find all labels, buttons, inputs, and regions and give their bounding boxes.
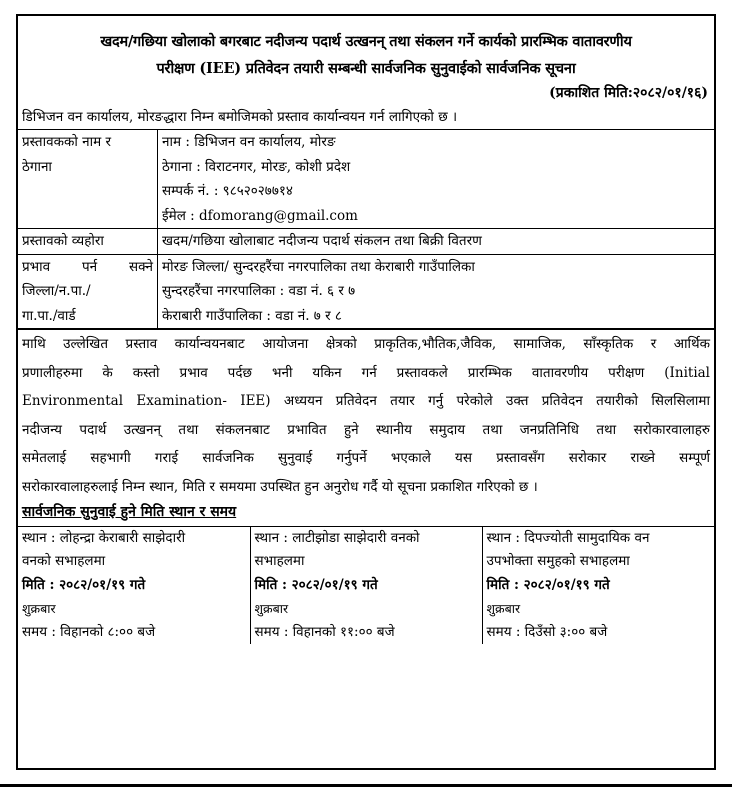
hearing-heading: सार्वजनिक सुनुवाई हुने मिति स्थान र समय — [22, 503, 237, 520]
venue-date: मिति : २०८२/०१/१९ गते — [486, 576, 610, 593]
published-date: (प्रकाशित मिति:२०८२/०१/१६) — [549, 85, 708, 101]
proposer-label: प्रस्तावकको नाम र ठेगाना — [18, 130, 158, 229]
venue-date: मिति : २०८२/०१/१९ गते — [254, 576, 378, 593]
public-notice — [16, 14, 716, 770]
email-text: ईमेल : dfomorang@gmail.com — [162, 207, 358, 224]
hearing-venues-table — [18, 526, 714, 645]
proposal-subject-label: प्रस्तावको व्यहोरा — [18, 229, 158, 255]
table-row — [18, 254, 714, 329]
table-row — [18, 526, 714, 644]
venue-day: शुक्रबार — [254, 601, 289, 617]
bottom-divider — [0, 784, 732, 787]
venue-day: शुक्रबार — [22, 601, 56, 617]
table-row — [18, 130, 714, 229]
notice-title — [18, 16, 714, 82]
venue-cell-2: स्थान : लाटीझोडा साझेदारी वनको सभाहलमा मिति : २०८२/०१/१९ गते शुक्रबार समय : विहानको ११:०० बजे — [250, 526, 482, 644]
venue-cell-3: स्थान : दिपज्योती सामुदायिक वन उपभोक्ता समुहको सभाहलमा मिति : २०८२/०१/१९ गते शुक्रबार समय : दिउँसो ३:०० बजे — [482, 526, 714, 644]
venue-time: समय : विहानको ८:०० बजे — [22, 623, 156, 640]
venue-time: समय : दिउँसो ३:०० बजे — [486, 623, 608, 640]
venue-day: शुक्रबार — [486, 601, 521, 617]
table-row — [18, 229, 714, 255]
title-line-1: खदम/गछिया खोलाको बगरबाट नदीजन्य पदार्थ उत्खनन् तथा संकलन गर्ने कार्यको प्रारम्भिक वातावरणीय — [100, 33, 632, 50]
proposal-subject-value: खदम/गछिया खोलाबाट नदीजन्य पदार्थ संकलन तथा बिक्री वितरण — [158, 229, 715, 255]
venue-time: समय : विहानको ११:०० बजे — [254, 623, 395, 640]
affected-area-value: मोरङ जिल्ला/ सुन्दरहरैंचा नगरपालिका तथा केराबारी गाउँपालिका सुन्दरहरैंचा नगरपालिका : वडा नं. ६ र ७ केराबारी गाउँपालिका : वडा नं. ७ र ८ — [158, 254, 715, 329]
intro-text: डिभिजन वन कार्यालय, मोरङद्धारा निम्न बमोजिमको प्रस्ताव कार्यान्वयन गर्न लागिएको छ । — [22, 109, 458, 125]
venue-cell-1: स्थान : लोहन्द्रा केराबारी साझेदारी वनको सभाहलमा मिति : २०८२/०१/१९ गते शुक्रबार समय : विहानको ८:०० बजे — [18, 526, 250, 644]
title-line-2: परीक्षण (IEE) प्रतिवेदन तयारी सम्बन्धी सार्वजनिक सुनुवाईको सार्वजनिक सूचना — [156, 60, 576, 77]
proposal-info-table — [18, 129, 714, 329]
affected-area-label: प्रभाव पर्न सक्ने जिल्ला/न.पा./ गा.पा./वार्ड — [18, 254, 158, 329]
proposer-value: नाम : डिभिजन वन कार्यालय, मोरङ ठेगाना : विराटनगर, मोरङ, कोशी प्रदेश सम्पर्क नं. : ९८५२०२७७१४ ईमेल : dfomorang@gmail.com — [158, 130, 715, 229]
venue-date: मिति : २०८२/०१/१९ गते — [22, 576, 146, 593]
notice-body-paragraph: माथि उल्लेखित प्रस्ताव कार्यान्वयनबाट आयोजना क्षेत्रको प्राकृतिक,भौतिक,जैविक, सामाजिक, साँस्कृतिक र आर्थिक प्रणालीहरुमा के कस्तो प्रभाव पर्दछ भनी यकिन गर्न प्रस्तावकले प्रारम्भिक वातावरणीय परीक्षण (Initial Environmental Examination- IEE) अध्ययन प्रतिवेदन तयार गर्नु परेकोले उक्त प्रतिवेदन तयारीको सिलसिलामा नदीजन्य पदार्थ उत्खनन् तथा संकलनबाट प्रभावित हुने स्थानीय समुदाय तथा जनप्रतिनिधि तथा सरोकारवालाहरु समेतलाई सहभागी गराई सार्वजनिक सुनुवाई गर्नुपर्ने भएकाले यस प्रस्तावसँग सरोकार राख्ने सम्पूर्ण सरोकारवालाहरुलाई निम्न स्थान, मिति र समयमा उपस्थित हुन अनुरोध गर्दै यो सूचना प्रकाशित गरिएको छ । — [18, 329, 714, 502]
